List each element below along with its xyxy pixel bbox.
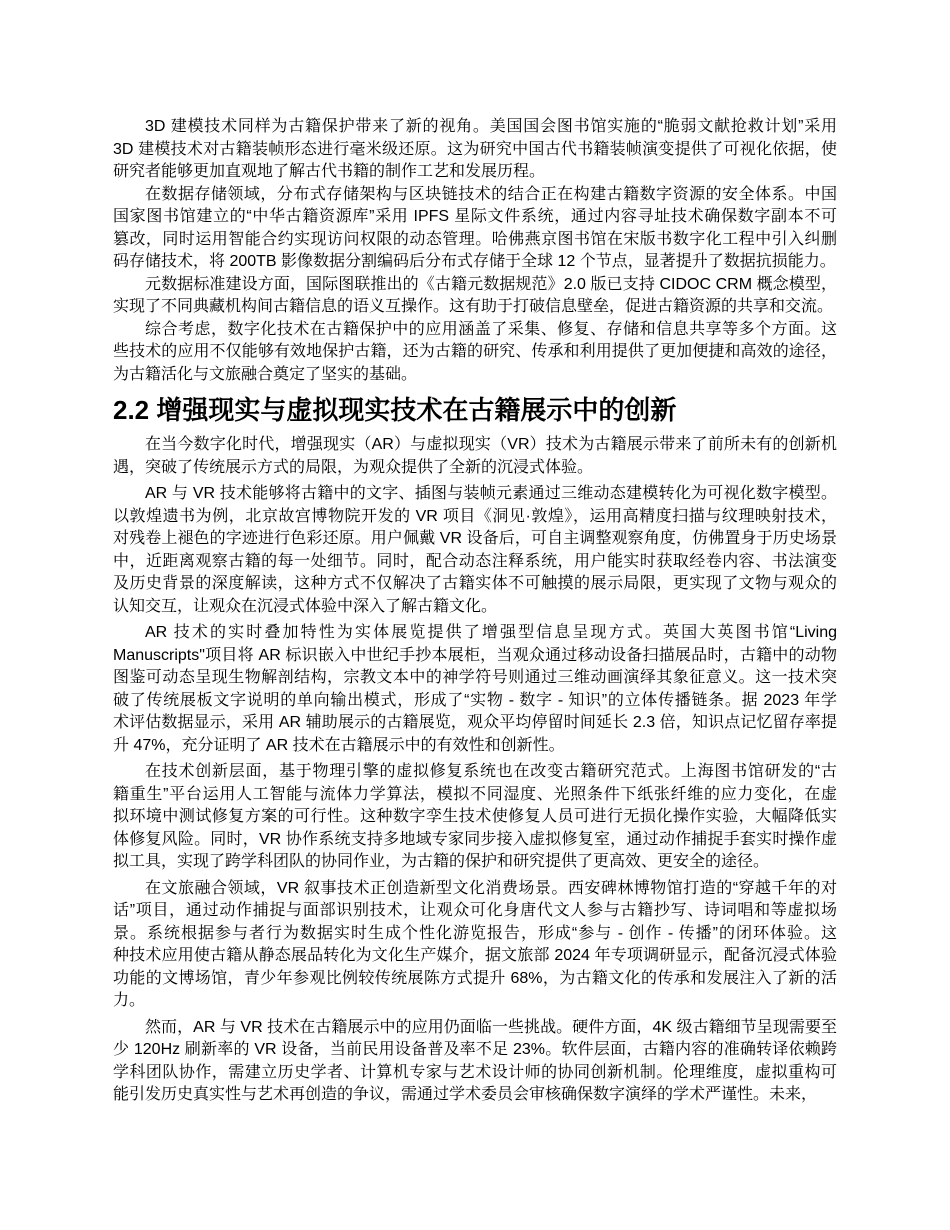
- paragraph: [113, 116, 837, 184]
- text-line: 图鉴可动态呈现生物解剖结构，宗教文本中的神学符号则通过三维动画演绎其象征意义。这一技术突: [113, 669, 837, 686]
- paragraph: [113, 434, 837, 479]
- text-line: 综合考虑，数字化技术在古籍保护中的应用涵盖了采集、修复、存储和信息共享等多个方面。这: [145, 320, 837, 338]
- body-text-after-heading: [113, 434, 837, 1107]
- text-line: 对残卷上褪色的字迹进行色彩还原。用户佩戴 VR 设备后，可自主调整观察角度，仿佛置身于历史场景: [113, 530, 837, 547]
- text-line: 学科团队协作，需建立历史学者、计算机专家与艺术设计师的协同创新机制。伦理维度，虚拟重构可: [113, 1063, 837, 1081]
- text-line: 在当今数字化时代，增强现实（AR）与虚拟现实（VR）技术为古籍展示带来了前所未有的创新机: [145, 436, 837, 453]
- text-line: AR 与 VR 技术能够将古籍中的文字、插图与装帧元素通过三维动态建模转化为可视化数字模型。: [145, 485, 837, 502]
- text-line: 拟工具，实现了跨学科团队的协同作业，为古籍的保护和研究提供了更高效、更安全的途径。: [113, 853, 770, 870]
- text-line: 在数据存储领域，分布式存储架构与区块链技术的结合正在构建古籍数字资源的安全体系。中国: [145, 185, 837, 203]
- text-line: 然而，AR 与 VR 技术在古籍展示中的应用仍面临一些挑战。硬件方面，4K 级古籍细节呈现需要至: [145, 1018, 837, 1036]
- text-line: 实现了不同典藏机构间古籍信息的语义互操作。这有助于打破信息壁垒，促进古籍资源的共享和交流。: [113, 298, 834, 315]
- text-line: 遇，突破了传统展示方式的局限，为观众提供了全新的沉浸式体验。: [113, 458, 594, 476]
- text-line: 码存储技术，将 200TB 影像数据分割编码后分布式存储于全球 12 个节点，显著提升了数据抗损能力。: [113, 253, 836, 270]
- paragraph: [113, 1017, 837, 1107]
- text-line: 拟环境中测试修复方案的可行性。这种数字孪生技术使修复人员可进行无损化操作实验，大幅降低实: [113, 808, 837, 825]
- body-text-before-heading: [113, 116, 837, 386]
- text-line: 话”项目，通过动作捕捉与面部识别技术，让观众可化身唐代文人参与古籍抄写、诗词唱和等虚拟场: [113, 902, 837, 919]
- paragraph: [113, 319, 837, 387]
- paragraph: [113, 184, 837, 274]
- section-heading: 2.2 增强现实与虚拟现实技术在古籍展示中的创新: [113, 395, 677, 425]
- text-line: 以敦煌遗书为例，北京故宫博物院开发的 VR 项目《洞见·敦煌》，运用高精度扫描与纹理映射技术，: [113, 507, 837, 525]
- text-line: 为古籍活化与文旅融合奠定了坚实的基础。: [113, 365, 418, 383]
- text-line: 在文旅融合领域，VR 叙事技术正创造新型文化消费场景。西安碑林博物馆打造的“穿越千年的对: [145, 879, 837, 897]
- paragraph: [113, 761, 837, 874]
- text-line: 籍重生”平台运用人工智能与流体力学算法，模拟不同湿度、光照条件下纸张纤维的应力变化，在虚: [113, 785, 837, 803]
- text-line: 少 120Hz 刷新率的 VR 设备，当前民用设备普及率不足 23%。软件层面，古籍内容的准确转译依赖跨: [113, 1041, 837, 1058]
- text-line: 3D 建模技术对古籍装帧形态进行毫米级还原。这为研究中国古代书籍装帧演变提供了可视化依据，使: [113, 140, 837, 158]
- paragraph: [113, 274, 837, 319]
- text-line: 及历史背景的深度解读，这种方式不仅解决了古籍实体不可触摸的展示局限，更实现了文物与观众的: [113, 575, 837, 592]
- text-line: 种技术应用使古籍从静态展品转化为文化生产媒介，据文旅部 2024 年专项调研显示，配备沉浸式体验: [113, 947, 837, 964]
- text-line: 术评估数据显示，采用 AR 辅助展示的古籍展览，观众平均停留时间延长 2.3 倍，知识点记忆留存率提: [113, 714, 837, 731]
- paragraph: [113, 622, 837, 757]
- paragraph: [113, 483, 837, 618]
- text-line: 研究者能够更加直观地了解古代书籍的制作工艺和发展历程。: [113, 163, 546, 180]
- text-line: 3D 建模技术同样为古籍保护带来了新的视角。美国国会图书馆实施的“脆弱文献抢救计划”采用: [145, 118, 837, 135]
- text-line: 破了传统展板文字说明的单向输出模式，形成了“实物 - 数字 - 知识”的立体传播链条。据 2023 年学: [113, 691, 837, 709]
- text-line: 能引发历史真实性与艺术再创造的争议，需通过学术委员会审核确保数字演绎的学术严谨性。未来，: [113, 1086, 818, 1103]
- text-line: 中，近距离观察古籍的每一处细节。同时，配合动态注释系统，用户能实时获取经卷内容、书法演变: [113, 552, 837, 570]
- document-page: [113, 116, 837, 1107]
- text-line: 在技术创新层面，基于物理引擎的虚拟修复系统也在改变古籍研究范式。上海图书馆研发的“古: [145, 763, 837, 780]
- text-line: 景。系统根据参与者行为数据实时生成个性化游览报告，形成“参与 - 创作 - 传播”的闭环体验。这: [113, 924, 837, 942]
- text-line: 认知交互，让观众在沉浸式体验中深入了解古籍文化。: [113, 597, 498, 615]
- text-line: 些技术的应用不仅能够有效地保护古籍，还为古籍的研究、传承和利用提供了更加便捷和高效的途径，: [113, 343, 837, 360]
- paragraph: [113, 878, 837, 1013]
- text-line: 体修复风险。同时，VR 协作系统支持多地域专家同步接入虚拟修复室，通过动作捕捉手套实时操作虚: [113, 830, 837, 848]
- text-line: AR 技术的实时叠加特性为实体展览提供了增强型信息呈现方式。英国大英图书馆“Living: [145, 624, 837, 641]
- text-line: 升 47%，充分证明了 AR 技术在古籍展示中的有效性和创新性。: [113, 736, 565, 754]
- text-line: Manuscripts"项目将 AR 标识嵌入中世纪手抄本展柜，当观众通过移动设备扫描展品时，古籍中的动物: [113, 646, 837, 664]
- text-line: 力。: [113, 992, 146, 1009]
- text-line: 功能的文博场馆，青少年参观比例较传统展陈方式提升 68%，为古籍文化的传承和发展注入了新的活: [113, 969, 837, 987]
- text-line: 篡改，同时运用智能合约实现访问权限的动态管理。哈佛燕京图书馆在宋版书数字化工程中引入纠删: [113, 230, 837, 248]
- text-line: 国家图书馆建立的“中华古籍资源库”采用 IPFS 星际文件系统，通过内容寻址技术确保数字副本不可: [113, 208, 837, 225]
- text-line: 元数据标准建设方面，国际图联推出的《古籍元数据规范》2.0 版已支持 CIDOC CRM 概念模型，: [145, 275, 837, 293]
